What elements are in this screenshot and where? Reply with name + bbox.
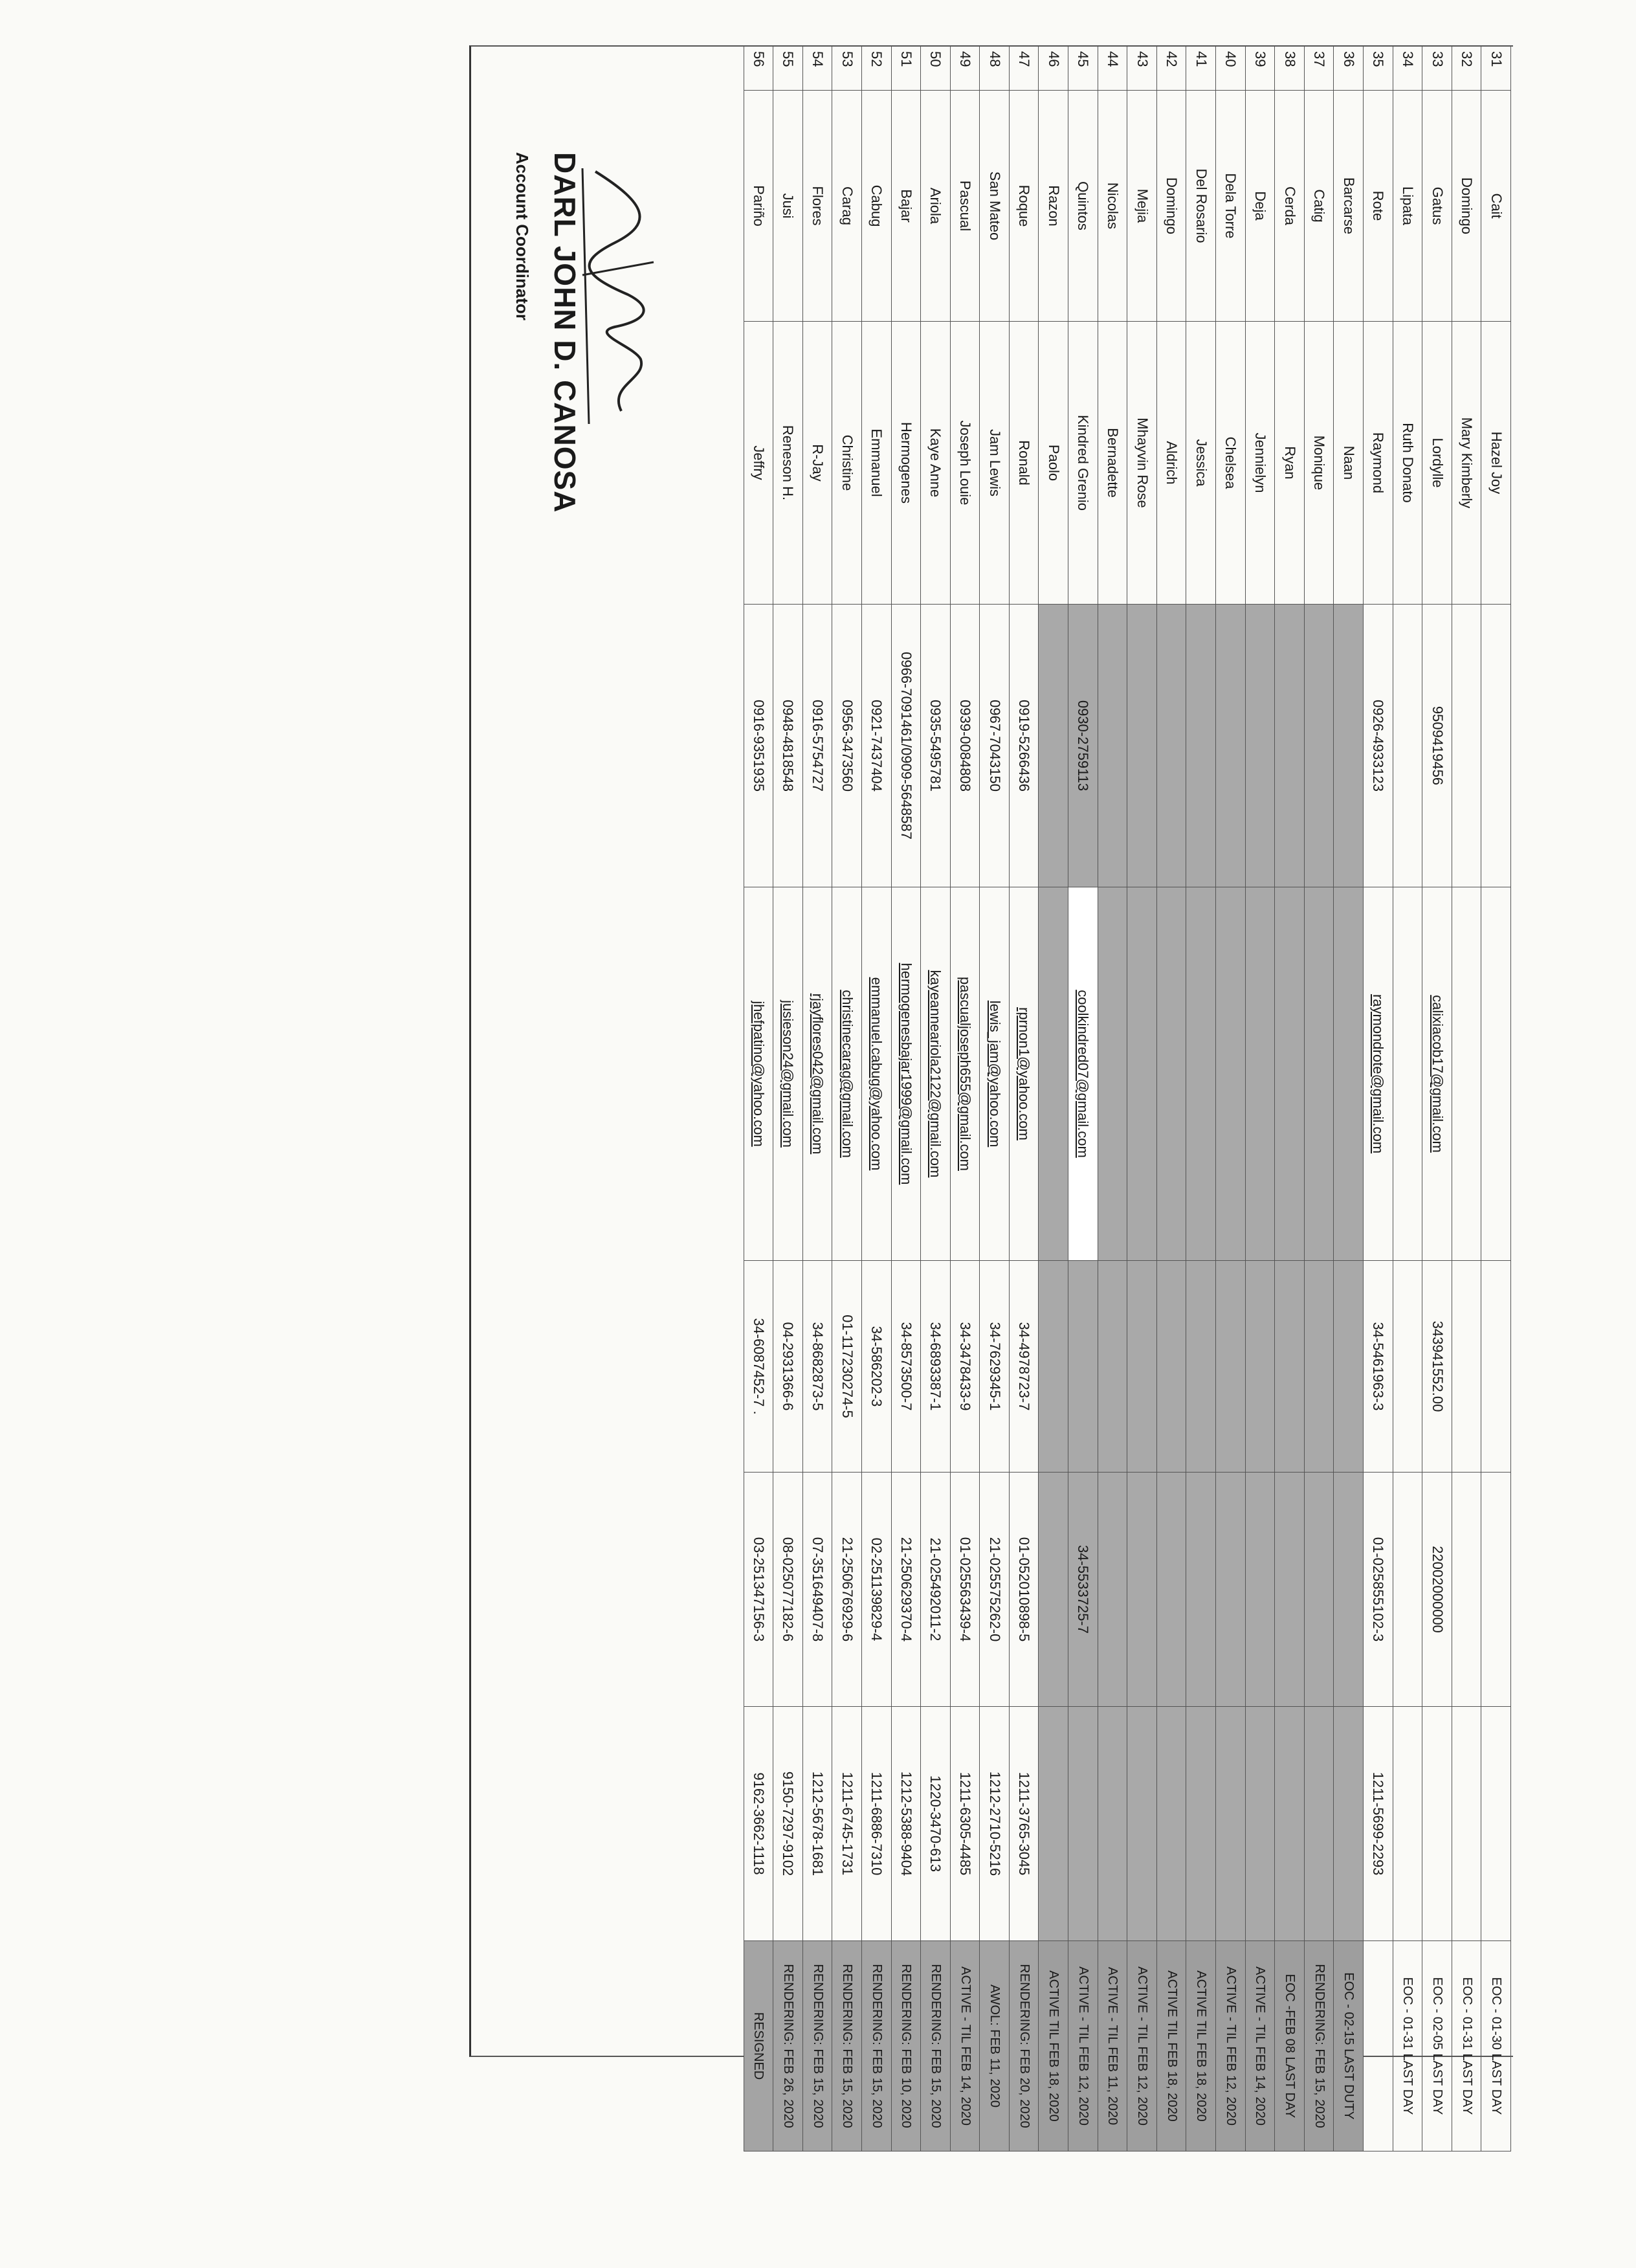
cell-sss <box>1245 1261 1275 1473</box>
cell-email <box>1481 887 1511 1261</box>
cell-pagibig: 1211-6305-4485 <box>950 1707 980 1941</box>
cell-phone <box>1393 605 1422 887</box>
cell-philhealth: 21-025575262-0 <box>980 1473 1010 1707</box>
cell-pagibig <box>1098 1707 1127 1941</box>
email-text: calixiacob17@gmail.com <box>1429 995 1446 1153</box>
cell-email <box>1068 887 1098 1261</box>
cell-philhealth <box>1098 1473 1127 1707</box>
cell-phone <box>1334 605 1364 887</box>
cell-pagibig: 1211-6886-7310 <box>861 1707 891 1941</box>
cell-status: RENDERING: FEB 15, 2020 <box>802 1941 832 2151</box>
cell-last: Nicolas <box>1098 91 1127 322</box>
cell-pagibig: 9150-7297-9102 <box>773 1707 803 1941</box>
cell-phone <box>1156 605 1186 887</box>
cell-no: 41 <box>1186 46 1216 91</box>
cell-first: Naan <box>1334 322 1364 605</box>
cell-email <box>1098 887 1127 1261</box>
cell-status: AWOL: FEB 11, 2020 <box>980 1941 1010 2151</box>
cell-email <box>1127 887 1157 1261</box>
cell-phone <box>1275 605 1305 887</box>
cell-status: RENDERING: FEB 26, 2020 <box>773 1941 803 2151</box>
cell-first: Hermogenes <box>891 322 921 605</box>
cell-sss <box>1039 1261 1068 1473</box>
cell-status: ACTIVE - TIL FEB 14, 2020 <box>950 1941 980 2151</box>
cell-philhealth <box>1275 1473 1305 1707</box>
email-text: coolkindred07@gmail.com <box>1075 990 1092 1158</box>
cell-status: ACTIVE - TIL FEB 11, 2020 <box>1098 1941 1127 2151</box>
cell-no: 35 <box>1364 46 1393 91</box>
cell-sss: 34-586202-3 <box>861 1261 891 1473</box>
cell-first: Joseph Louie <box>950 322 980 605</box>
cell-no: 55 <box>773 46 803 91</box>
cell-philhealth: 03-251347156-3 <box>744 1473 773 1707</box>
cell-email <box>1186 887 1216 1261</box>
cell-phone: 0939-0084808 <box>950 605 980 887</box>
cell-philhealth <box>1186 1473 1216 1707</box>
cell-email <box>1039 887 1068 1261</box>
cell-phone <box>1452 605 1481 887</box>
cell-no: 47 <box>1009 46 1039 91</box>
cell-philhealth: 01-025563439-4 <box>950 1473 980 1707</box>
cell-phone: 0916-9351935 <box>744 605 773 887</box>
cell-philhealth: 22002000000 <box>1422 1473 1452 1707</box>
cell-no: 31 <box>1481 46 1511 91</box>
table-row <box>773 46 803 2151</box>
cell-first: Ryan <box>1275 322 1305 605</box>
cell-first: Monique <box>1304 322 1334 605</box>
cell-philhealth <box>1452 1473 1481 1707</box>
cell-status: RESIGNED <box>744 1941 773 2151</box>
cell-no: 51 <box>891 46 921 91</box>
cell-last: Gatus <box>1422 91 1452 322</box>
cell-phone: 0919-5266436 <box>1009 605 1039 887</box>
email-text: rprnon1@yahoo.com <box>1016 1007 1033 1140</box>
cell-no: 37 <box>1304 46 1334 91</box>
table-row <box>1098 46 1127 2151</box>
cell-email <box>1009 887 1039 1261</box>
cell-first: Kaye Anne <box>921 322 951 605</box>
employee-roster-table <box>744 45 1511 2151</box>
cell-pagibig <box>1068 1707 1098 1941</box>
table-row <box>1068 46 1098 2151</box>
cell-status: ACTIVE - TIL FEB 12, 2020 <box>1127 1941 1157 2151</box>
cell-phone: 0926-4933123 <box>1364 605 1393 887</box>
table-row <box>1304 46 1334 2151</box>
cell-pagibig <box>1422 1707 1452 1941</box>
cell-first: Ruth Donato <box>1393 322 1422 605</box>
cell-last: Rote <box>1364 91 1393 322</box>
cell-status: ACTIVE TIL FEB 18, 2020 <box>1039 1941 1068 2151</box>
cell-sss: 34-3478433-9 <box>950 1261 980 1473</box>
cell-last: San Mateo <box>980 91 1010 322</box>
cell-philhealth: 21-250629370-4 <box>891 1473 921 1707</box>
cell-status: RENDERING: FEB 15, 2020 <box>921 1941 951 2151</box>
email-text: hermogenesbajar1999@gmail.com <box>898 962 914 1185</box>
cell-last: Ariola <box>921 91 951 322</box>
cell-last: Cait <box>1481 91 1511 322</box>
cell-status: EOC - 02-15 LAST DUTY <box>1334 1941 1364 2151</box>
cell-philhealth <box>1127 1473 1157 1707</box>
cell-no: 49 <box>950 46 980 91</box>
table-row <box>1422 46 1452 2151</box>
email-text: jusieson24@gmail.com <box>780 1000 797 1148</box>
table-row <box>1481 46 1511 2151</box>
cell-philhealth: 01-025855102-3 <box>1364 1473 1393 1707</box>
cell-philhealth <box>1334 1473 1364 1707</box>
cell-last: Bajar <box>891 91 921 322</box>
cell-email <box>744 887 773 1261</box>
cell-last: Razon <box>1039 91 1068 322</box>
cell-phone <box>1304 605 1334 887</box>
cell-last: Roque <box>1009 91 1039 322</box>
table-row <box>744 46 773 2151</box>
cell-pagibig <box>1039 1707 1068 1941</box>
cell-last: Domingo <box>1156 91 1186 322</box>
cell-status: ACTIVE - TIL FEB 12, 2020 <box>1068 1941 1098 2151</box>
cell-sss: 34-6893387-1 <box>921 1261 951 1473</box>
cell-status: RENDERING: FEB 20, 2020 <box>1009 1941 1039 2151</box>
cell-status: EOC - 01-30 LAST DAY <box>1481 1941 1511 2151</box>
cell-sss: 343941552.00 <box>1422 1261 1452 1473</box>
cell-sss: 34-5461963-3 <box>1364 1261 1393 1473</box>
cell-phone <box>1039 605 1068 887</box>
cell-first: Jennielyn <box>1245 322 1275 605</box>
email-text: jhefpatino@yahoo.com <box>750 1001 767 1147</box>
cell-status: EOC - 01-31 LAST DAY <box>1452 1941 1481 2151</box>
cell-email <box>1364 887 1393 1261</box>
cell-pagibig: 1212-5388-9404 <box>891 1707 921 1941</box>
cell-email <box>980 887 1010 1261</box>
cell-pagibig <box>1275 1707 1305 1941</box>
cell-no: 43 <box>1127 46 1157 91</box>
cell-pagibig: 1211-3765-3045 <box>1009 1707 1039 1941</box>
cell-sss <box>1334 1261 1364 1473</box>
cell-first: Jeffry <box>744 322 773 605</box>
cell-no: 36 <box>1334 46 1364 91</box>
cell-no: 45 <box>1068 46 1098 91</box>
cell-first: R-Jay <box>802 322 832 605</box>
cell-no: 54 <box>802 46 832 91</box>
cell-phone: 0948-4818548 <box>773 605 803 887</box>
cell-no: 50 <box>921 46 951 91</box>
cell-status: EOC -FEB 08 LAST DAY <box>1275 1941 1305 2151</box>
email-text: lewis_jam@yahoo.com <box>986 1000 1003 1148</box>
cell-sss: 34-8682873-5 <box>802 1261 832 1473</box>
cell-phone: 0966-7091461/0909-5648587 <box>891 605 921 887</box>
cell-last: Lipata <box>1393 91 1422 322</box>
cell-philhealth <box>1393 1473 1422 1707</box>
cell-phone <box>1245 605 1275 887</box>
cell-sss: 34-8573500-7 <box>891 1261 921 1473</box>
cell-last: Dela Torre <box>1216 91 1246 322</box>
cell-phone: 0921-7437404 <box>861 605 891 887</box>
cell-pagibig <box>1452 1707 1481 1941</box>
cell-pagibig <box>1481 1707 1511 1941</box>
cell-phone: 0935-5495781 <box>921 605 951 887</box>
table-row <box>1156 46 1186 2151</box>
cell-phone: 0967-7043150 <box>980 605 1010 887</box>
cell-email <box>1452 887 1481 1261</box>
table-row <box>1275 46 1305 2151</box>
signatory-name: DARL JOHN D. CANOSA <box>548 152 582 513</box>
cell-phone <box>1127 605 1157 887</box>
cell-last: Jusi <box>773 91 803 322</box>
cell-email <box>1304 887 1334 1261</box>
email-text: christinecarag@gmail.com <box>839 990 856 1158</box>
email-text: raymondrote@gmail.com <box>1370 994 1387 1154</box>
cell-last: Pariño <box>744 91 773 322</box>
cell-status: ACTIVE TIL FEB 18, 2020 <box>1156 1941 1186 2151</box>
cell-no: 39 <box>1245 46 1275 91</box>
cell-pagibig <box>1156 1707 1186 1941</box>
cell-sss <box>1481 1261 1511 1473</box>
cell-last: Flores <box>802 91 832 322</box>
cell-no: 53 <box>832 46 862 91</box>
signature-rotated <box>511 126 680 579</box>
cell-no: 33 <box>1422 46 1452 91</box>
cell-first: Lordylle <box>1422 322 1452 605</box>
cell-pagibig <box>1216 1707 1246 1941</box>
cell-philhealth <box>1245 1473 1275 1707</box>
cell-first: Mhayvin Rose <box>1127 322 1157 605</box>
cell-last: Cerda <box>1275 91 1305 322</box>
cell-philhealth: 08-025077182-6 <box>773 1473 803 1707</box>
cell-status: EOC - 02-05 LAST DAY <box>1422 1941 1452 2151</box>
cell-phone: 0956-3473560 <box>832 605 862 887</box>
cell-no: 40 <box>1216 46 1246 91</box>
cell-no: 42 <box>1156 46 1186 91</box>
cell-first: Reneson H. <box>773 322 803 605</box>
table-row <box>1334 46 1364 2151</box>
cell-pagibig: 1211-5699-2293 <box>1364 1707 1393 1941</box>
cell-last: Barcarse <box>1334 91 1364 322</box>
cell-sss <box>1098 1261 1127 1473</box>
cell-pagibig: 1212-5678-1681 <box>802 1707 832 1941</box>
cell-status: ACTIVE - TIL FEB 14, 2020 <box>1245 1941 1275 2151</box>
cell-last: Carag <box>832 91 862 322</box>
cell-pagibig: 1211-6745-1731 <box>832 1707 862 1941</box>
cell-no: 52 <box>861 46 891 91</box>
cell-email <box>773 887 803 1261</box>
cell-email <box>891 887 921 1261</box>
cell-pagibig: 9162-3662-1118 <box>744 1707 773 1941</box>
cell-last: Quintos <box>1068 91 1098 322</box>
cell-philhealth <box>1304 1473 1334 1707</box>
email-text: pascualjoseph655@gmail.com <box>957 977 974 1171</box>
email-text: kayeanneariola2122@gmail.com <box>927 970 944 1178</box>
cell-sss: 34-4978723-7 <box>1009 1261 1039 1473</box>
cell-pagibig <box>1393 1707 1422 1941</box>
cell-first: Hazel Joy <box>1481 322 1511 605</box>
table-row <box>832 46 862 2151</box>
signatory-title: Account Coordinator <box>513 152 532 320</box>
table-row <box>1452 46 1481 2151</box>
cell-sss <box>1068 1261 1098 1473</box>
cell-email <box>1275 887 1305 1261</box>
cell-phone <box>1481 605 1511 887</box>
cell-status: RENDERING: FEB 10, 2020 <box>891 1941 921 2151</box>
table-row <box>1393 46 1422 2151</box>
table-row <box>921 46 951 2151</box>
cell-philhealth: 21-025492011-2 <box>921 1473 951 1707</box>
cell-last: Domingo <box>1452 91 1481 322</box>
cell-email <box>1216 887 1246 1261</box>
roster-body <box>744 46 1510 2151</box>
cell-phone: 0930-2759113 <box>1068 605 1098 887</box>
cell-philhealth <box>1156 1473 1186 1707</box>
cell-first: Mary Kimberly <box>1452 322 1481 605</box>
cell-email <box>1334 887 1364 1261</box>
cell-first: Christine <box>832 322 862 605</box>
cell-sss <box>1186 1261 1216 1473</box>
cell-pagibig <box>1186 1707 1216 1941</box>
cell-email <box>802 887 832 1261</box>
cell-no: 46 <box>1039 46 1068 91</box>
table-row <box>1039 46 1068 2151</box>
table-row <box>802 46 832 2151</box>
email-text: emmanuel.cabug@yahoo.com <box>868 977 885 1171</box>
cell-sss: 34-6087452-7 . <box>744 1261 773 1473</box>
cell-email <box>1156 887 1186 1261</box>
cell-first: Paolo <box>1039 322 1068 605</box>
table-row <box>950 46 980 2151</box>
cell-status: RENDERING: FEB 15, 2020 <box>832 1941 862 2151</box>
cell-philhealth: 02-251139829-4 <box>861 1473 891 1707</box>
cell-sss <box>1216 1261 1246 1473</box>
cell-first: Raymond <box>1364 322 1393 605</box>
cell-last: Cabug <box>861 91 891 322</box>
cell-philhealth <box>1481 1473 1511 1707</box>
cell-no: 48 <box>980 46 1010 91</box>
table-row <box>1186 46 1216 2151</box>
cell-phone: 0916-5754727 <box>802 605 832 887</box>
cell-philhealth <box>1039 1473 1068 1707</box>
cell-phone <box>1098 605 1127 887</box>
cell-philhealth: 34-5533725-7 <box>1068 1473 1098 1707</box>
table-row <box>1216 46 1246 2151</box>
cell-sss <box>1156 1261 1186 1473</box>
cell-sss: 34-7629345-1 <box>980 1261 1010 1473</box>
cell-sss <box>1127 1261 1157 1473</box>
table-row <box>1245 46 1275 2151</box>
cell-status <box>1364 1941 1393 2151</box>
cell-sss <box>1393 1261 1422 1473</box>
cell-email <box>861 887 891 1261</box>
cell-last: Catig <box>1304 91 1334 322</box>
email-text: rjayflores042@gmail.com <box>810 993 826 1155</box>
cell-first: Aldrich <box>1156 322 1186 605</box>
cell-no: 56 <box>744 46 773 91</box>
cell-first: Bernadette <box>1098 322 1127 605</box>
cell-first: Chelsea <box>1216 322 1246 605</box>
cell-pagibig <box>1245 1707 1275 1941</box>
cell-sss: 04-2931366-6 <box>773 1261 803 1473</box>
cell-pagibig: 1220-3470-613 <box>921 1707 951 1941</box>
cell-last: Deja <box>1245 91 1275 322</box>
cell-email <box>921 887 951 1261</box>
cell-pagibig <box>1334 1707 1364 1941</box>
cell-first: Kindred Grenio <box>1068 322 1098 605</box>
cell-phone <box>1186 605 1216 887</box>
cell-status: ACTIVE - TIL FEB 12, 2020 <box>1216 1941 1246 2151</box>
cell-email <box>1245 887 1275 1261</box>
cell-email <box>1422 887 1452 1261</box>
cell-phone: 9509419456 <box>1422 605 1452 887</box>
cell-philhealth: 07-351649407-8 <box>802 1473 832 1707</box>
table-row <box>1364 46 1393 2151</box>
cell-sss: 01-1172302​74-5 <box>832 1261 862 1473</box>
cell-status: RENDERING: FEB 15, 2020 <box>1304 1941 1334 2151</box>
cell-first: Jessica <box>1186 322 1216 605</box>
cell-phone <box>1216 605 1246 887</box>
cell-philhealth: 21-250676929-6 <box>832 1473 862 1707</box>
cell-email <box>832 887 862 1261</box>
table-row <box>980 46 1010 2151</box>
cell-email <box>1393 887 1422 1261</box>
cell-last: Del Rosario <box>1186 91 1216 322</box>
cell-pagibig <box>1127 1707 1157 1941</box>
table-row <box>891 46 921 2151</box>
cell-no: 38 <box>1275 46 1305 91</box>
cell-sss <box>1275 1261 1305 1473</box>
cell-first: Jam Lewis <box>980 322 1010 605</box>
cell-no: 44 <box>1098 46 1127 91</box>
table-row <box>861 46 891 2151</box>
cell-last: Mejia <box>1127 91 1157 322</box>
cell-philhealth: 01-052010898-5 <box>1009 1473 1039 1707</box>
cell-email <box>950 887 980 1261</box>
table-row <box>1127 46 1157 2151</box>
cell-no: 34 <box>1393 46 1422 91</box>
cell-status: EOC - 01-31 LAST DAY <box>1393 1941 1422 2151</box>
cell-no: 32 <box>1452 46 1481 91</box>
cell-first: Ronald <box>1009 322 1039 605</box>
handwritten-signature <box>576 165 673 437</box>
cell-status: ACTIVE TIL FEB 18, 2020 <box>1186 1941 1216 2151</box>
table-row <box>1009 46 1039 2151</box>
cell-pagibig <box>1304 1707 1334 1941</box>
cell-sss <box>1452 1261 1481 1473</box>
cell-sss <box>1304 1261 1334 1473</box>
cell-first: Emmanuel <box>861 322 891 605</box>
cell-pagibig: 1212-2710-5216 <box>980 1707 1010 1941</box>
cell-philhealth <box>1216 1473 1246 1707</box>
cell-status: RENDERING: FEB 15, 2020 <box>861 1941 891 2151</box>
cell-last: Pascual <box>950 91 980 322</box>
